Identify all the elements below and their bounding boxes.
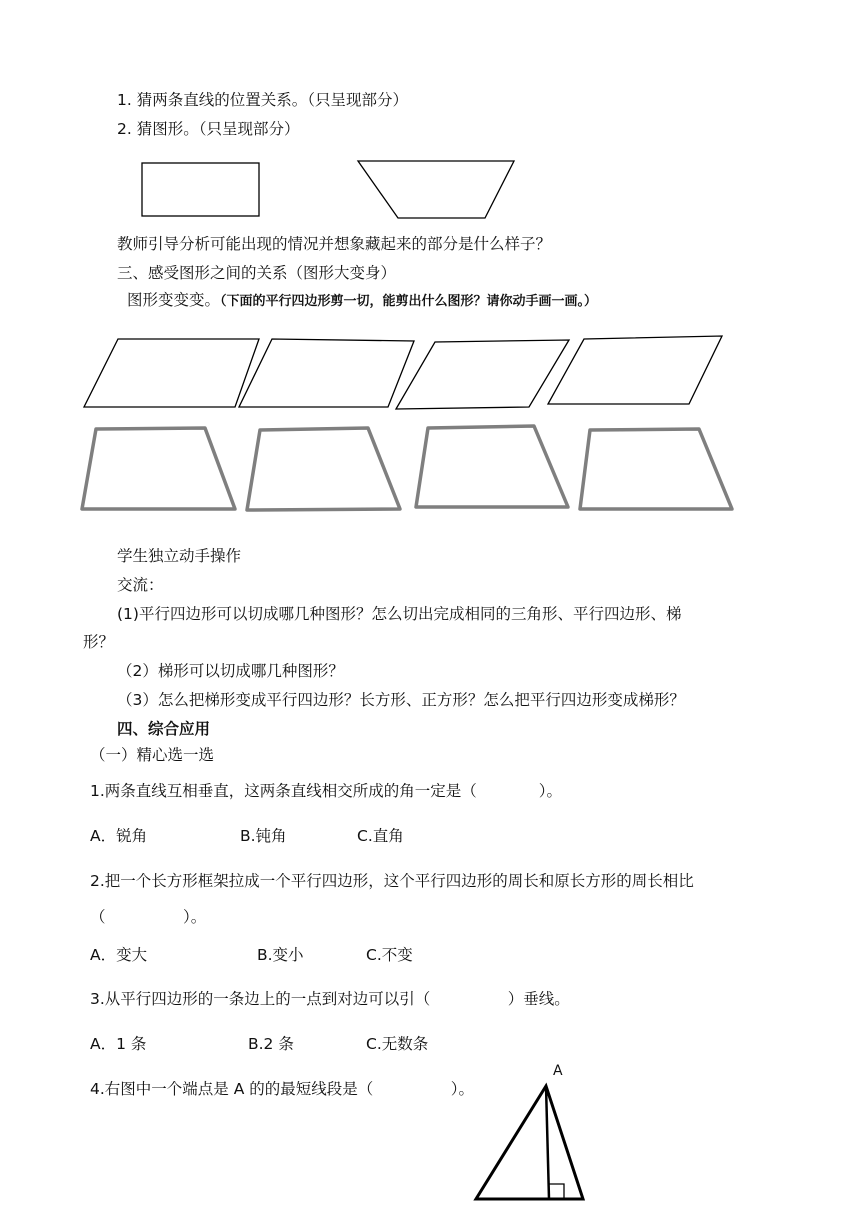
section4-subtitle: （一）精心选一选 <box>90 746 215 764</box>
trapezoid-1 <box>82 428 235 509</box>
mc-q2-option-b: B.变小 <box>257 946 304 964</box>
triangle-figure <box>476 1086 583 1199</box>
altitude-line <box>546 1086 549 1199</box>
section4-title: 四、综合应用 <box>117 720 211 738</box>
mc-q3-option-c: C.无数条 <box>366 1035 429 1053</box>
question-1-line1: (1)平行四边形可以切成哪几种图形？怎么切出完成相同的三角形、平行四边形、梯 <box>117 605 682 623</box>
parallelogram-1 <box>84 339 259 407</box>
mc-q3-stem: 3.从平行四边形的一条边上的一点到对边可以引（ ）垂线。 <box>90 990 570 1008</box>
vertex-label-a: A <box>553 1063 563 1079</box>
mc-q1-option-b: B.钝角 <box>240 827 287 845</box>
trapezoid-2 <box>247 428 400 510</box>
teacher-guide-text: 教师引导分析可能出现的情况并想象藏起来的部分是什么样子？ <box>117 235 552 253</box>
partial-trapezoid <box>358 161 514 218</box>
mc-q1-option-a: A．锐角 <box>90 827 148 845</box>
task-lead: 图形变变变。 <box>127 291 221 309</box>
guess-shapes-text: 2. 猜图形。（只呈现部分） <box>117 120 300 138</box>
student-work-text: 学生独立动手操作 <box>117 547 242 565</box>
question-2: （2）梯形可以切成哪几种图形？ <box>117 662 344 680</box>
mc-q3-option-a: A．1 条 <box>90 1035 147 1053</box>
question-1-line2: 形？ <box>83 633 115 651</box>
mc-q2-option-a: A．变大 <box>90 946 148 964</box>
parallelogram-4 <box>548 336 722 404</box>
trapezoid-4 <box>580 429 732 509</box>
trapezoid-3 <box>416 426 568 507</box>
guess-lines-text: 1. 猜两条直线的位置关系。（只呈现部分） <box>117 91 408 109</box>
task-instruction: （下面的平行四边形剪一切，能剪出什么图形？请你动手画一画。） <box>220 294 598 309</box>
section3-title: 三、感受图形之间的关系（图形大变身） <box>117 264 397 282</box>
mc-q2-option-c: C.不变 <box>366 946 413 964</box>
parallelogram-2 <box>239 339 414 407</box>
right-angle-mark <box>549 1184 564 1199</box>
mc-q1-option-c: C.直角 <box>357 827 404 845</box>
mc-q2-stem-line1: 2.把一个长方形框架拉成一个平行四边形，这个平行四边形的周长和原长方形的周长相比 <box>90 872 694 890</box>
partial-rectangle <box>142 163 259 216</box>
parallelogram-3 <box>396 340 569 409</box>
task-line <box>127 290 597 312</box>
question-3: （3）怎么把梯形变成平行四边形？长方形、正方形？怎么把平行四边形变成梯形？ <box>117 691 685 709</box>
mc-q3-option-b: B.2 条 <box>248 1035 294 1053</box>
mc-q2-stem-line2: （ ）。 <box>90 908 207 926</box>
mc-q1-stem: 1.两条直线互相垂直，这两条直线相交所成的角一定是（ ）。 <box>90 782 563 800</box>
exchange-label: 交流： <box>117 576 164 594</box>
mc-q4-stem: 4.右图中一个端点是 A 的的最短线段是（ ）。 <box>90 1080 474 1098</box>
